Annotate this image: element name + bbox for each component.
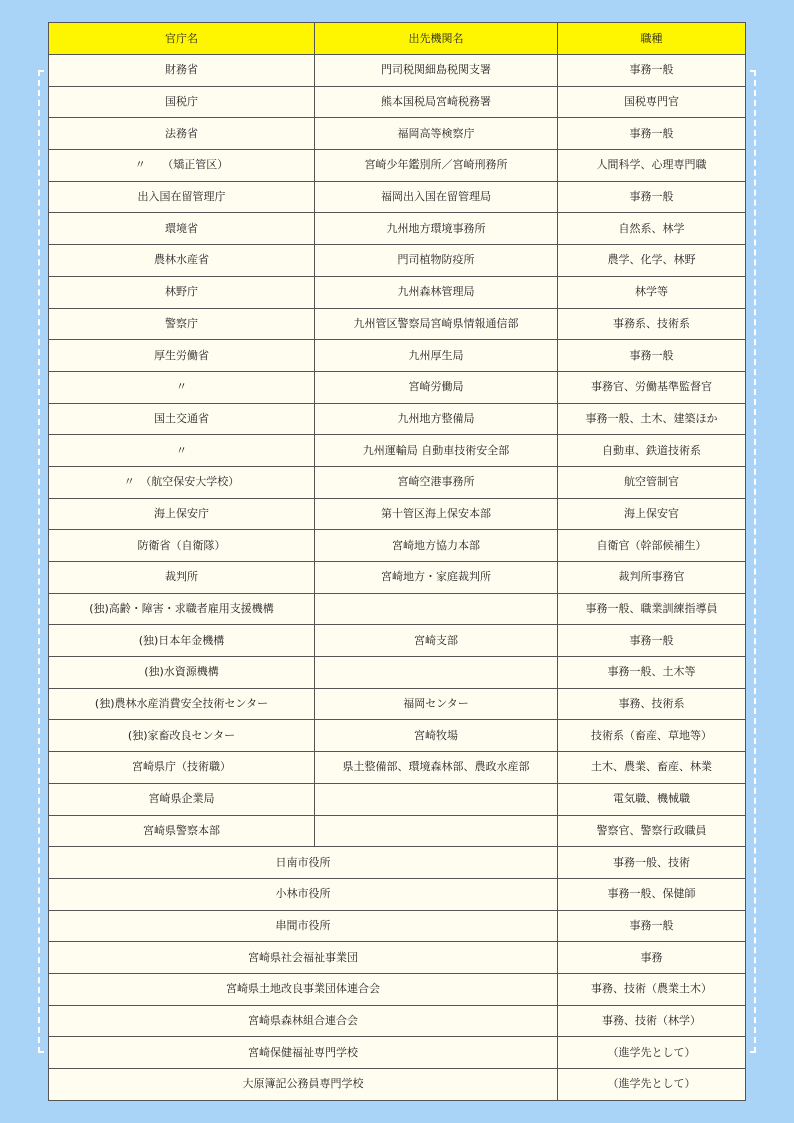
cell-job: 自然系、林学 bbox=[558, 213, 746, 245]
table-row bbox=[49, 973, 746, 1005]
table-row bbox=[49, 435, 746, 467]
cell-agency: (独)日本年金機構 bbox=[49, 625, 315, 657]
cell-agency: 宮崎県警察本部 bbox=[49, 815, 315, 847]
cell-office: 宮崎支部 bbox=[315, 625, 558, 657]
cell-agency: 林野庁 bbox=[49, 276, 315, 308]
cell-agency: 〃 （航空保安大学校） bbox=[49, 466, 315, 498]
cell-office: 門司植物防疫所 bbox=[315, 245, 558, 277]
cell-office: 九州地方整備局 bbox=[315, 403, 558, 435]
cell-agency: 法務省 bbox=[49, 118, 315, 150]
cell-job: 事務一般、保健師 bbox=[558, 878, 746, 910]
cell-job: 土木、農業、畜産、林業 bbox=[558, 752, 746, 784]
cell-organization: 宮崎県社会福祉事業団 bbox=[49, 942, 558, 974]
table-row bbox=[49, 150, 746, 182]
cell-agency: 出入国在留管理庁 bbox=[49, 181, 315, 213]
cell-office: 九州管区警察局宮崎県情報通信部 bbox=[315, 308, 558, 340]
cell-agency: 裁判所 bbox=[49, 562, 315, 594]
cell-agency: 宮崎県企業局 bbox=[49, 783, 315, 815]
table-row bbox=[49, 466, 746, 498]
cell-agency: 〃 bbox=[49, 435, 315, 467]
employer-table bbox=[48, 22, 746, 1101]
cell-job: 事務一般 bbox=[558, 625, 746, 657]
table-row bbox=[49, 752, 746, 784]
cell-agency: 警察庁 bbox=[49, 308, 315, 340]
cell-job: 事務一般 bbox=[558, 181, 746, 213]
cell-office: 門司税関細島税関支署 bbox=[315, 55, 558, 87]
table-row bbox=[49, 878, 746, 910]
cell-office bbox=[315, 657, 558, 689]
table-row bbox=[49, 86, 746, 118]
cell-agency: (独)高齢・障害・求職者雇用支援機構 bbox=[49, 593, 315, 625]
cell-office bbox=[315, 783, 558, 815]
cell-job: 農学、化学、林野 bbox=[558, 245, 746, 277]
cell-job: 事務一般 bbox=[558, 340, 746, 372]
cell-job: 事務一般 bbox=[558, 118, 746, 150]
cell-job: 事務、技術（林学） bbox=[558, 1005, 746, 1037]
cell-office: 福岡出入国在留管理局 bbox=[315, 181, 558, 213]
cell-job: 事務、技術系 bbox=[558, 688, 746, 720]
cell-office: 宮崎地方協力本部 bbox=[315, 530, 558, 562]
cell-office: 第十管区海上保安本部 bbox=[315, 498, 558, 530]
cell-organization: 串間市役所 bbox=[49, 910, 558, 942]
cell-job: 事務 bbox=[558, 942, 746, 974]
cell-job: 事務一般、土木等 bbox=[558, 657, 746, 689]
table-row bbox=[49, 276, 746, 308]
table-row bbox=[49, 783, 746, 815]
cell-job: 海上保安官 bbox=[558, 498, 746, 530]
table-row bbox=[49, 625, 746, 657]
header-job: 職種 bbox=[558, 23, 746, 55]
table-row bbox=[49, 720, 746, 752]
cell-office: 熊本国税局宮崎税務署 bbox=[315, 86, 558, 118]
header-agency: 官庁名 bbox=[49, 23, 315, 55]
cell-job: 航空管制官 bbox=[558, 466, 746, 498]
cell-office: 宮崎少年鑑別所／宮崎刑務所 bbox=[315, 150, 558, 182]
header-row bbox=[49, 23, 746, 55]
table-row bbox=[49, 657, 746, 689]
cell-job: 裁判所事務官 bbox=[558, 562, 746, 594]
table-row bbox=[49, 181, 746, 213]
cell-agency: 農林水産省 bbox=[49, 245, 315, 277]
table-row bbox=[49, 530, 746, 562]
cell-job: 警察官、警察行政職員 bbox=[558, 815, 746, 847]
cell-agency: 財務省 bbox=[49, 55, 315, 87]
cell-agency: 国税庁 bbox=[49, 86, 315, 118]
table-row bbox=[49, 910, 746, 942]
table-row bbox=[49, 562, 746, 594]
cell-office: 宮崎地方・家庭裁判所 bbox=[315, 562, 558, 594]
cell-agency: 防衛省（自衛隊） bbox=[49, 530, 315, 562]
cell-agency: 国土交通省 bbox=[49, 403, 315, 435]
cell-job: （進学先として） bbox=[558, 1037, 746, 1069]
table-row bbox=[49, 118, 746, 150]
cell-job: 自動車、鉄道技術系 bbox=[558, 435, 746, 467]
table-row bbox=[49, 815, 746, 847]
cell-job: 電気職、機械職 bbox=[558, 783, 746, 815]
table-row bbox=[49, 942, 746, 974]
cell-organization: 日南市役所 bbox=[49, 847, 558, 879]
cell-agency: 厚生労働省 bbox=[49, 340, 315, 372]
cell-office: 九州厚生局 bbox=[315, 340, 558, 372]
cell-job: 国税専門官 bbox=[558, 86, 746, 118]
cell-office: 九州運輸局 自動車技術安全部 bbox=[315, 435, 558, 467]
cell-agency: (独)家畜改良センター bbox=[49, 720, 315, 752]
cell-organization: 小林市役所 bbox=[49, 878, 558, 910]
cell-office: 宮崎牧場 bbox=[315, 720, 558, 752]
cell-job: 技術系（畜産、草地等） bbox=[558, 720, 746, 752]
cell-agency: 〃 （矯正管区） bbox=[49, 150, 315, 182]
cell-agency: 海上保安庁 bbox=[49, 498, 315, 530]
cell-office: 九州地方環境事務所 bbox=[315, 213, 558, 245]
cell-agency: (独)水資源機構 bbox=[49, 657, 315, 689]
cell-agency: 〃 bbox=[49, 371, 315, 403]
cell-office: 宮崎空港事務所 bbox=[315, 466, 558, 498]
cell-agency: (独)農林水産消費安全技術センター bbox=[49, 688, 315, 720]
cell-job: 事務一般 bbox=[558, 55, 746, 87]
cell-office: 福岡高等検察庁 bbox=[315, 118, 558, 150]
cell-job: 事務一般、技術 bbox=[558, 847, 746, 879]
table-row bbox=[49, 1037, 746, 1069]
cell-organization: 宮崎保健福祉専門学校 bbox=[49, 1037, 558, 1069]
header-office: 出先機関名 bbox=[315, 23, 558, 55]
table-row bbox=[49, 593, 746, 625]
cell-job: 事務一般、土木、建築ほか bbox=[558, 403, 746, 435]
cell-job: 事務一般 bbox=[558, 910, 746, 942]
cell-job: 林学等 bbox=[558, 276, 746, 308]
cell-office bbox=[315, 815, 558, 847]
cell-job: 事務、技術（農業土木） bbox=[558, 973, 746, 1005]
cell-organization: 大原簿記公務員専門学校 bbox=[49, 1069, 558, 1101]
cell-job: （進学先として） bbox=[558, 1069, 746, 1101]
table-row bbox=[49, 340, 746, 372]
table-row bbox=[49, 213, 746, 245]
cell-job: 事務系、技術系 bbox=[558, 308, 746, 340]
cell-office: 宮崎労働局 bbox=[315, 371, 558, 403]
table-row bbox=[49, 688, 746, 720]
table-row bbox=[49, 1005, 746, 1037]
cell-office bbox=[315, 593, 558, 625]
table-row bbox=[49, 847, 746, 879]
table-row bbox=[49, 498, 746, 530]
cell-organization: 宮崎県土地改良事業団体連合会 bbox=[49, 973, 558, 1005]
cell-office: 福岡センター bbox=[315, 688, 558, 720]
cell-agency: 環境省 bbox=[49, 213, 315, 245]
table-row bbox=[49, 403, 746, 435]
cell-office: 県土整備部、環境森林部、農政水産部 bbox=[315, 752, 558, 784]
table-row bbox=[49, 308, 746, 340]
cell-office: 九州森林管理局 bbox=[315, 276, 558, 308]
cell-job: 自衛官（幹部候補生） bbox=[558, 530, 746, 562]
table-row bbox=[49, 245, 746, 277]
cell-job: 事務一般、職業訓練指導員 bbox=[558, 593, 746, 625]
table-row bbox=[49, 55, 746, 87]
cell-organization: 宮崎県森林組合連合会 bbox=[49, 1005, 558, 1037]
cell-job: 人間科学、心理専門職 bbox=[558, 150, 746, 182]
table-row bbox=[49, 371, 746, 403]
cell-job: 事務官、労働基準監督官 bbox=[558, 371, 746, 403]
cell-agency: 宮崎県庁（技術職） bbox=[49, 752, 315, 784]
table-row bbox=[49, 1069, 746, 1101]
